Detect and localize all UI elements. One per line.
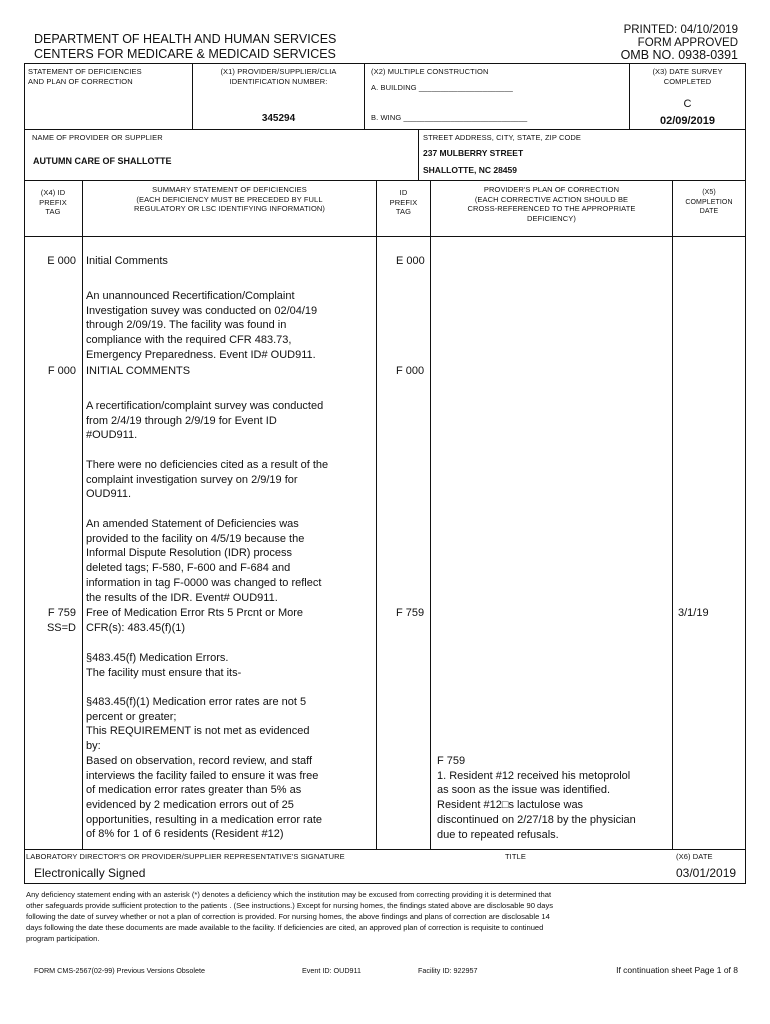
x3-completion-code: C xyxy=(683,98,692,110)
dept-line-2: CENTERS FOR MEDICARE & MEDICAID SERVICES xyxy=(34,47,336,61)
form-approved: FORM APPROVED xyxy=(637,36,738,49)
tag-e000-right: E 000 xyxy=(396,255,425,267)
provider-name-label: NAME OF PROVIDER OR SUPPLIER xyxy=(32,133,163,142)
rule-col-id xyxy=(376,180,377,849)
f000-paragraph-2: There were no deficiencies cited as a result of the complaint investigation survey on 2/9/19 for OUD911. xyxy=(86,459,329,501)
rule-boxes-bottom xyxy=(24,129,746,130)
page-indicator: If continuation sheet Page 1 of 8 xyxy=(616,965,738,975)
form-approval-block xyxy=(621,24,738,62)
col-header-x4: (X4) ID PREFIX TAG xyxy=(39,188,67,216)
f000-paragraph-1: A recertification/complaint survey was conducted from 2/4/19 through 2/9/19 for Event ID #OUD911. xyxy=(86,400,324,442)
x3-label: (X3) DATE SURVEY COMPLETED xyxy=(652,67,723,86)
f000-title: INITIAL COMMENTS xyxy=(86,365,191,377)
x1-label: (X1) PROVIDER/SUPPLIER/CLIA IDENTIFICATION NUMBER: xyxy=(220,67,337,86)
x2-wing: B. WING _____________________________ xyxy=(371,113,528,122)
signature-label: LABORATORY DIRECTOR'S OR PROVIDER/SUPPLIER REPRESENTATIVE'S SIGNATURE xyxy=(26,852,345,861)
rule-colhead-bottom xyxy=(24,236,746,237)
f759-title: Free of Medication Error Rts 5 Prcnt or More CFR(s): 483.45(f)(1) xyxy=(86,607,304,634)
tag-f000: F 000 xyxy=(47,365,76,377)
printed-date: PRINTED: 04/10/2019 xyxy=(623,24,738,36)
rule-left xyxy=(24,63,25,883)
tag-f759: F 759 SS=D xyxy=(46,607,76,634)
plan-of-correction-text: F 759 1. Resident #12 received his metoprolol as soon as the issue was identified. Resident #12□s lactulose was discontinued on 2/27/18 by the physician due to repeated refusals. xyxy=(437,755,636,841)
title-label: TITLE xyxy=(505,852,526,861)
rule-top xyxy=(24,63,746,64)
signature-date: 03/01/2019 xyxy=(676,866,737,880)
rule-content-bottom xyxy=(24,849,746,850)
col-header-x5: (X5) COMPLETION DATE xyxy=(685,189,733,215)
tag-f759-right: F 759 xyxy=(396,607,425,619)
rule-x2-left xyxy=(364,63,365,129)
f759-paragraph-2: §483.45(f)(1) Medication error rates are not 5 percent or greater; This REQUIREMENT is not met as evidenced by: Based on observation, record review, and staff interviews the facility failed to ensure it was free of medication error rates greater than 5% as evidenced by 2 medication errors out of 25 opportunities, resulting in a medication error rate of 8% for 1 of 6 residents (Resident #12) xyxy=(86,696,323,841)
address-line-1: 237 MULBERRY STREET xyxy=(423,148,524,158)
rule-col-date xyxy=(672,180,673,849)
x2-label: (X2) MULTIPLE CONSTRUCTION xyxy=(371,67,489,76)
f759-paragraph-1: §483.45(f) Medication Errors. The facility must ensure that its- xyxy=(86,652,242,679)
rule-right xyxy=(745,63,746,883)
col-header-summary: SUMMARY STATEMENT OF DEFICIENCIES (EACH DEFICIENCY MUST BE PRECEDED BY FULL REGULATORY OR LSC IDENTIFYING INFORMATION) xyxy=(133,185,326,213)
rule-provider-bottom xyxy=(24,180,746,181)
tag-f000-right: F 000 xyxy=(396,365,425,377)
signature-value: Electronically Signed xyxy=(34,866,146,880)
address-line-2: SHALLOTTE, NC 28459 xyxy=(423,165,517,175)
x2-building: A. BUILDING ______________________ xyxy=(371,83,513,92)
rule-col-plan xyxy=(430,180,431,849)
address-label: STREET ADDRESS, CITY, STATE, ZIP CODE xyxy=(423,133,582,142)
rule-col-summary xyxy=(82,180,83,849)
survey-completed-date: 02/09/2019 xyxy=(659,115,716,127)
signature-date-label: (X6) DATE xyxy=(676,852,713,861)
col-header-plan: PROVIDER'S PLAN OF CORRECTION (EACH CORRECTIVE ACTION SHOULD BE CROSS-REFERENCED TO THE APPROPRIATE DEFICIENCY) xyxy=(467,185,636,223)
f000-paragraph-3: An amended Statement of Deficiencies was provided to the facility on 4/5/19 because the Informal Dispute Resolution (IDR) process deleted tags; F-580, F-600 and F-684 and information in tag F-0000 was changed to reflect the results of the IDR. Event# OUD911. xyxy=(86,518,322,604)
department-header xyxy=(34,32,336,62)
rule-address-left xyxy=(418,129,419,180)
f759-completion-date: 3/1/19 xyxy=(678,607,709,619)
provider-id-number: 345294 xyxy=(261,113,296,124)
disclaimer: Any deficiency statement ending with an asterisk (*) denotes a deficiency which the institution may be excused from correcting providing it is determined that other safeguards provide sufficient protection to the patients . (See instructions.) Except for nursing homes, the findings stated above are disclosable 90 days following the date of survey whether or not a plan of correction is provided. For nursing homes, the above findings and plans of correction are disclosable 14 days following the date these documents are made available to the facility. If deficiencies are cited, an approved plan of correction is requisite to continued program participation. xyxy=(26,890,554,943)
e000-text: An unannounced Recertification/Complaint Investigation suvey was conducted on 02/04/19 through 2/09/19. The facility was found in compliance with the required CFR 483.73, Emergency Preparedness. Event ID# OUD911. xyxy=(86,290,318,361)
tag-e000: E 000 xyxy=(47,255,76,267)
facility-id: Facility ID: 922957 xyxy=(418,966,478,975)
dept-line-1: DEPARTMENT OF HEALTH AND HUMAN SERVICES xyxy=(34,32,337,46)
omb-number: OMB NO. 0938-0391 xyxy=(620,48,738,62)
e000-title: Initial Comments xyxy=(86,255,168,267)
event-id: Event ID: OUD911 xyxy=(302,966,361,975)
rule-signature-bottom xyxy=(24,883,746,884)
provider-name: AUTUMN CARE OF SHALLOTTE xyxy=(33,156,172,166)
statement-label: STATEMENT OF DEFICIENCIES AND PLAN OF CORRECTION xyxy=(28,67,142,86)
form-number: FORM CMS-2567(02-99) Previous Versions Obsolete xyxy=(34,966,205,975)
col-header-id: ID PREFIX TAG xyxy=(389,188,418,216)
